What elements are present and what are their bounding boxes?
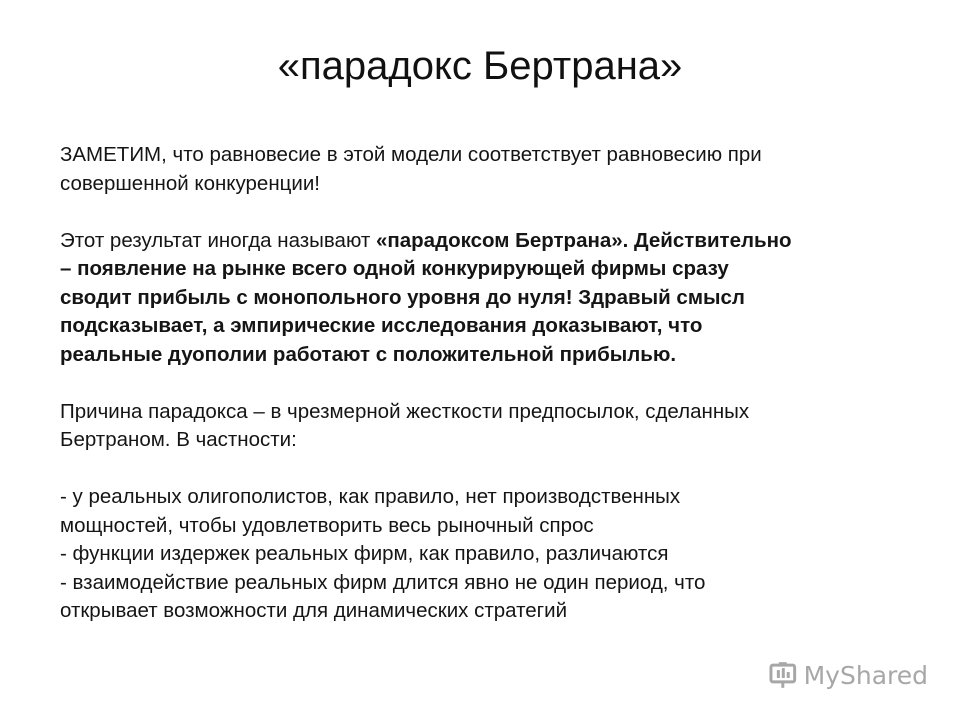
list-item: - взаимодействие реальных фирм длится явно не один период, что [60, 570, 706, 594]
text-line-mixed [60, 227, 930, 256]
paragraph-list [60, 483, 930, 626]
text-line: Бертраном. В частности: [60, 428, 297, 451]
text-line: реальные дуополии работают с положительной прибылью. [60, 342, 677, 366]
paragraph-equilibrium [60, 141, 930, 198]
list-item-continuation: открывает возможности для динамических стратегий [60, 599, 568, 622]
slide-body [60, 141, 930, 626]
watermark-logo [768, 656, 928, 694]
text-bold: «парадоксом Бертрана». Действительно [375, 228, 792, 252]
text-normal: Этот результат иногда называют [60, 228, 376, 252]
list-item-continuation: мощностей, чтобы удовлетворить весь рыночный спрос [60, 513, 594, 537]
text-line: Причина парадокса – в чрезмерной жесткости предпосылок, сделанных [60, 399, 750, 423]
text-line: подсказывает, а эмпирические исследования доказывают, что [60, 314, 703, 337]
presentation-board-icon [768, 660, 798, 690]
text-line: ЗАМЕТИМ, что равновесие в этой модели соответствует равновесию при [60, 143, 762, 166]
list-item: - функции издержек реальных фирм, как правило, различаются [60, 542, 669, 565]
paragraph-bertrand-paradox [60, 227, 930, 370]
text-line: сводит прибыль с монопольного уровня до нуля! Здравый смысл [60, 285, 745, 309]
paragraph-reason [60, 398, 930, 455]
slide-title: «парадокс Бертрана» [277, 44, 683, 88]
watermark-text: MyShared [803, 660, 928, 690]
text-line: – появление на рынке всего одной конкурирующей фирмы сразу [60, 257, 729, 280]
text-line: совершенной конкуренции! [60, 171, 320, 195]
list-item: - у реальных олигополистов, как правило, нет производственных [60, 485, 681, 508]
